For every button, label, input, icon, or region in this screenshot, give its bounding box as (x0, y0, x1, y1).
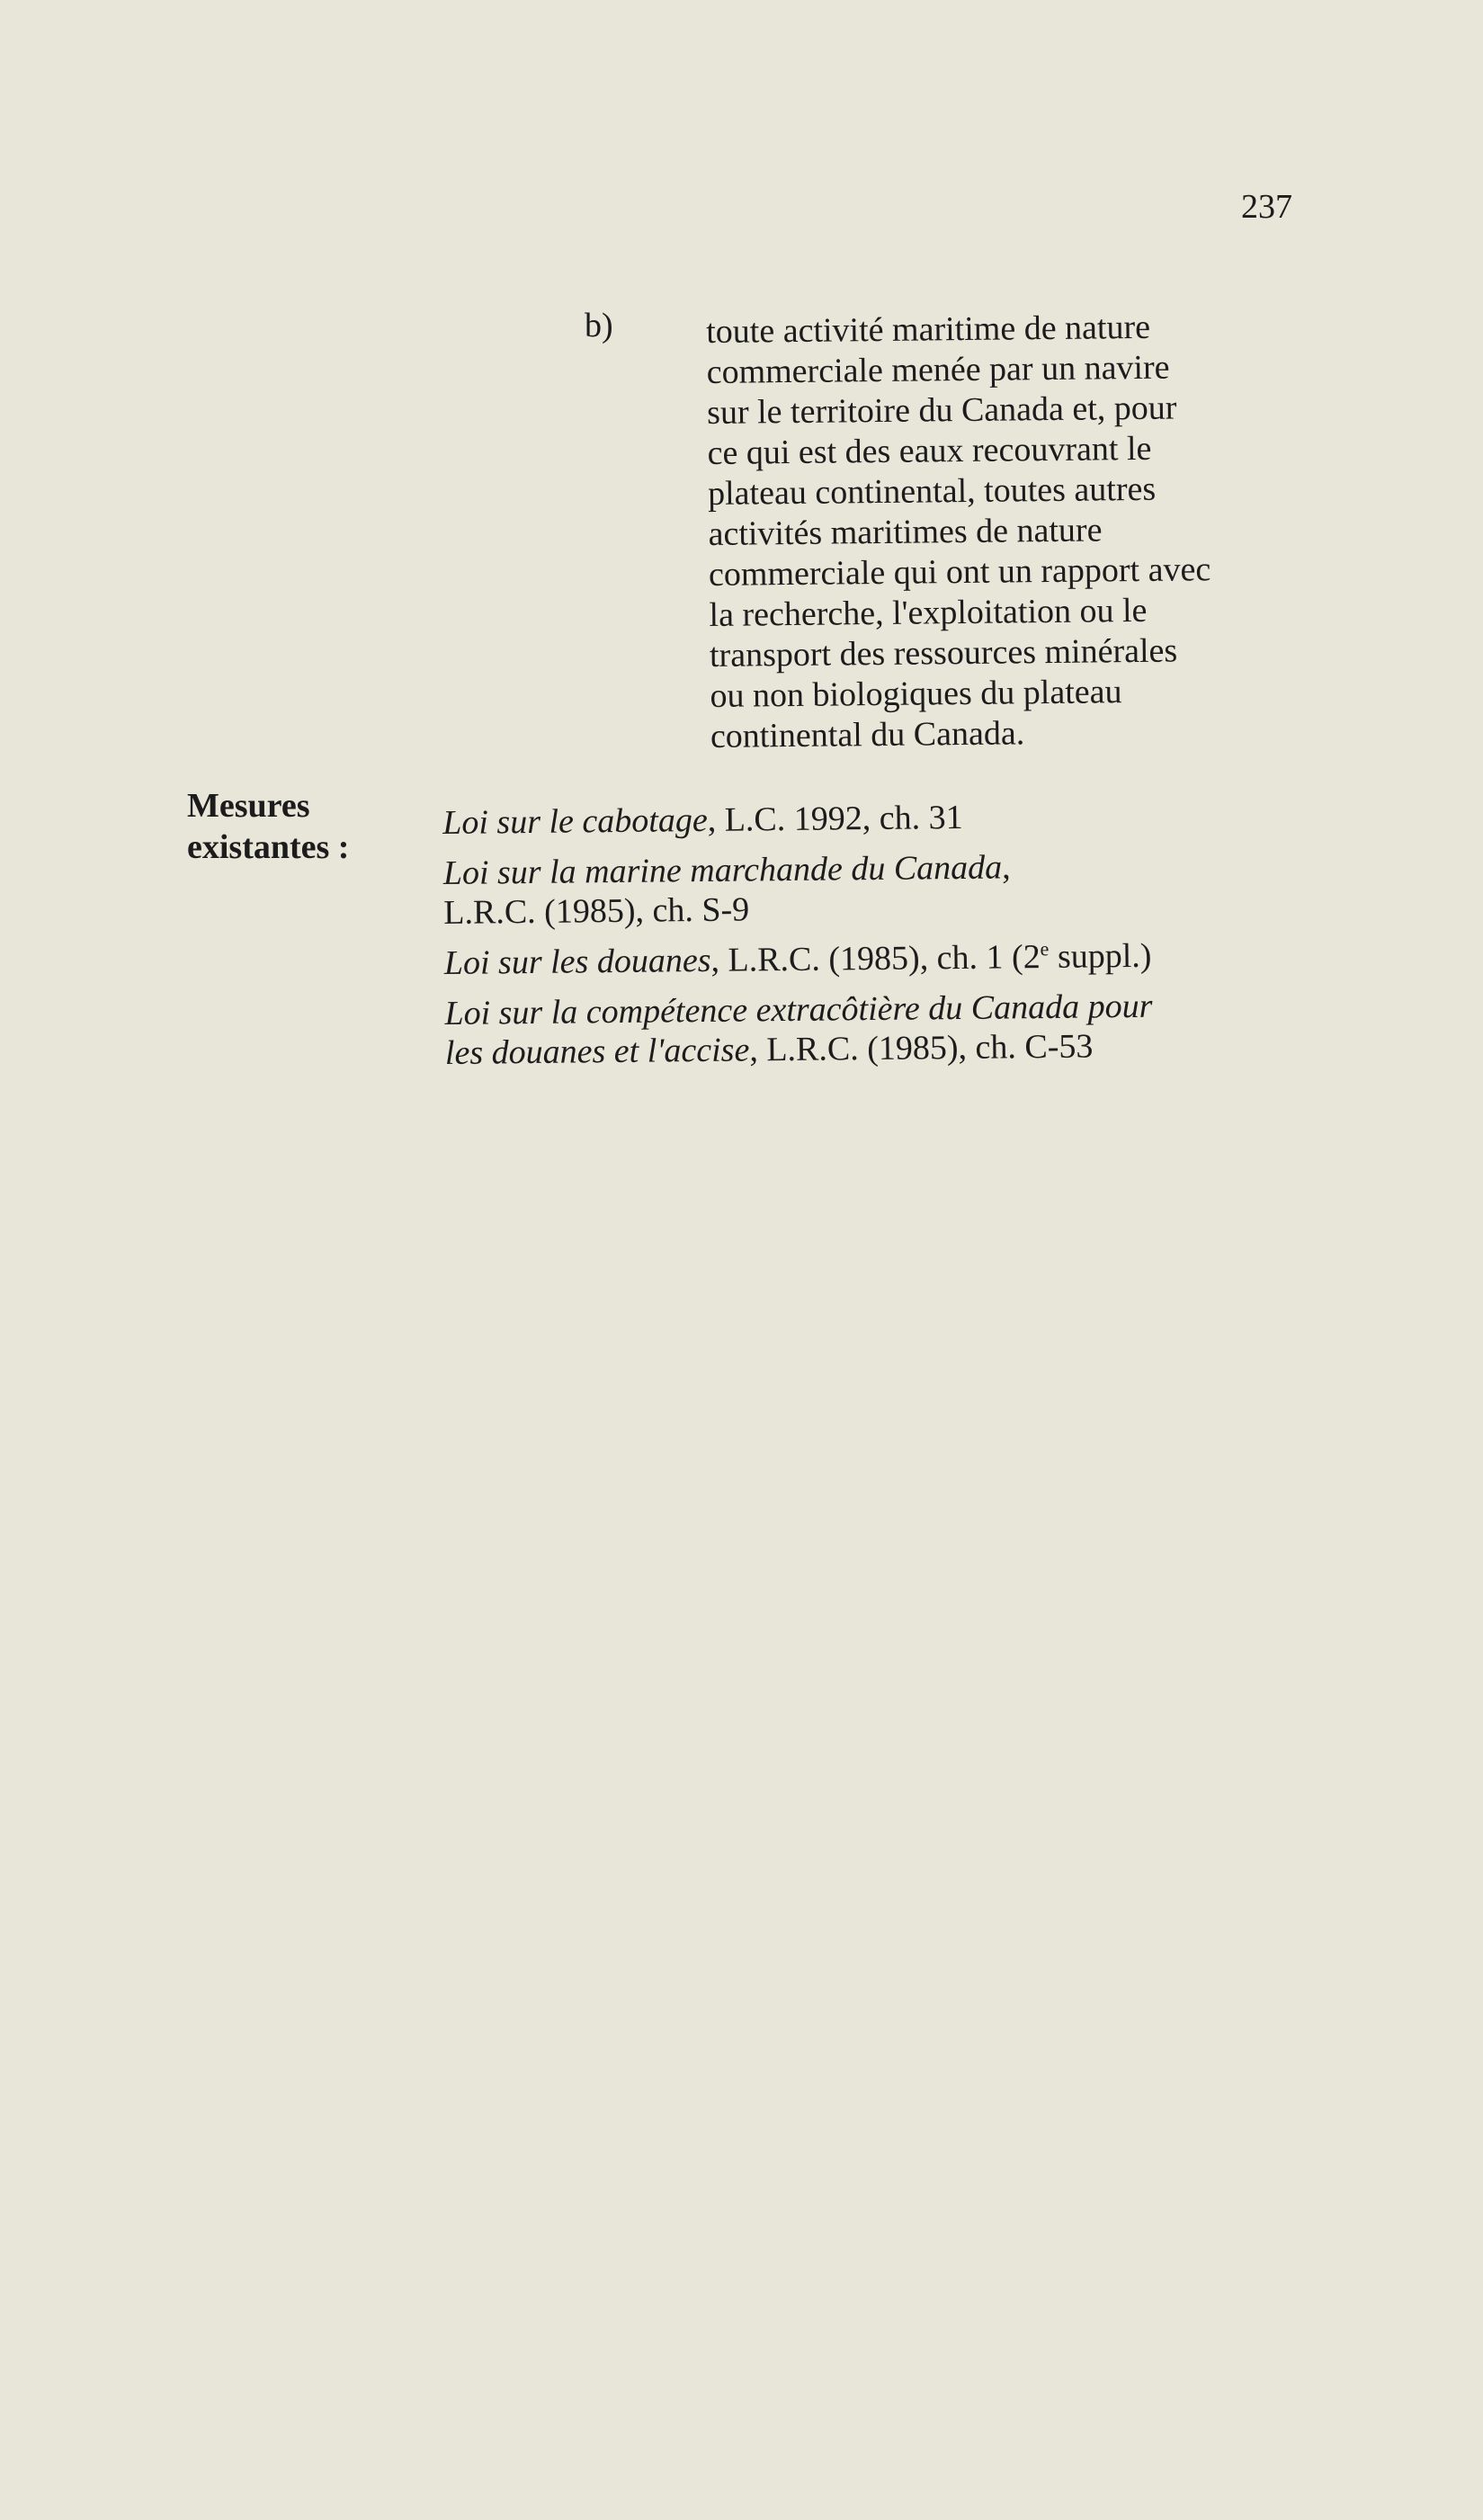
measures-list (442, 795, 1255, 1084)
text-line: sur le territoire du Canada et, pour (706, 389, 1177, 432)
text-line: la recherche, l'exploitation ou le (709, 591, 1148, 634)
law-citation: L.R.C. (1985), ch. S-9 (443, 890, 750, 932)
list-item-text (706, 307, 1259, 757)
law-citation: , L.R.C. (1985), ch. 1 (2 (710, 938, 1041, 979)
measure-item (442, 795, 1252, 843)
law-citation: , L.R.C. (1985), ch. C-53 (749, 1027, 1094, 1069)
law-citation-end: suppl.) (1049, 936, 1152, 976)
section-label-line: Mesures (187, 787, 310, 825)
measure-item (443, 845, 1254, 933)
text-line: commerciale menée par un navire (706, 348, 1170, 391)
measure-item (444, 935, 1254, 983)
law-title: Loi sur la marine marchande du Canada (442, 848, 1003, 892)
text-line: ou non biologiques du plateau (710, 673, 1122, 715)
law-title: Loi sur la compétence extracôtière du Canada pour (444, 987, 1153, 1032)
law-title: Loi sur le cabotage (442, 800, 708, 842)
page-number: 237 (1241, 188, 1292, 226)
section-label (187, 785, 349, 868)
law-title: les douanes et l'accise (444, 1031, 750, 1072)
law-title: Loi sur les douanes (443, 941, 711, 982)
text-line: continental du Canada. (710, 714, 1025, 755)
law-title-punctuation: , (1001, 848, 1011, 887)
text-line: commerciale qui ont un rapport avec (708, 550, 1211, 594)
text-line: transport des ressources minérales (709, 631, 1178, 675)
law-citation: , L.C. 1992, ch. 31 (707, 798, 963, 839)
measure-item (444, 986, 1255, 1073)
section-label-line: existantes : (187, 828, 350, 866)
text-line: plateau continental, toutes autres (707, 469, 1157, 513)
text-line: toute activité maritime de nature (706, 308, 1151, 351)
text-line: activités maritimes de nature (708, 511, 1103, 553)
law-citation-superscript: e (1040, 937, 1050, 961)
list-item-marker: b) (585, 307, 613, 344)
text-line: ce qui est des eaux recouvrant le (707, 429, 1152, 472)
